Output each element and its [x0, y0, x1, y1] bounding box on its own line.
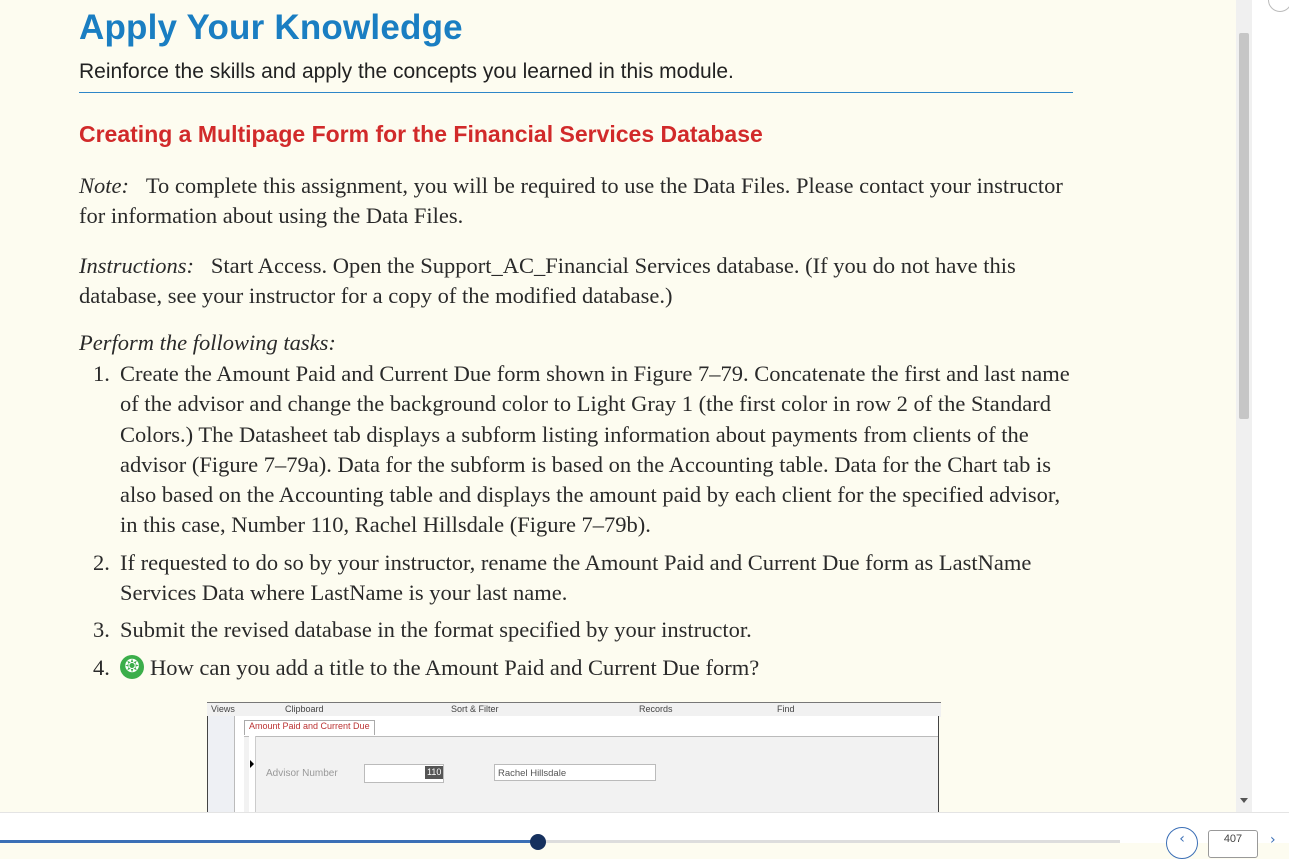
- figure-form-window: [207, 716, 939, 812]
- task-list: [79, 359, 1079, 690]
- vertical-scrollbar[interactable]: [1236, 0, 1252, 812]
- chevron-right-icon[interactable]: ›: [1270, 832, 1276, 848]
- figure-field-label: Advisor Number: [266, 768, 338, 779]
- page-heading: Apply Your Knowledge: [79, 8, 463, 47]
- list-item: [79, 615, 1079, 645]
- chevron-left-icon: ‹: [1179, 831, 1185, 847]
- previous-page-button[interactable]: [1166, 827, 1198, 859]
- figure-navigation-pane: [208, 716, 235, 812]
- perform-label: Perform the following tasks:: [79, 330, 336, 355]
- task-number: 3.: [93, 617, 110, 643]
- note-label: Note:: [79, 173, 129, 198]
- ribbon-group-views: Views: [211, 704, 235, 714]
- reader-bottom-bar: [0, 812, 1289, 848]
- instructions-text: Start Access. Open the Support_AC_Financial Services database. (If you do not have this database, see your instructor for a copy of the modified database.): [79, 253, 1016, 308]
- task-number: 2.: [93, 549, 110, 575]
- task-text: How can you add a title to the Amount Paid and Current Due form?: [150, 654, 760, 680]
- figure-advisor-number: 110: [427, 767, 442, 777]
- figure-form-tab: Amount Paid and Current Due: [244, 720, 375, 735]
- list-item: [79, 653, 1079, 683]
- section-title: Creating a Multipage Form for the Financial Services Database: [79, 121, 763, 147]
- scrollbar-thumb[interactable]: [1239, 33, 1249, 419]
- scroll-down-arrow-icon[interactable]: [1240, 798, 1248, 803]
- heading-divider: [79, 92, 1073, 93]
- note-paragraph: [79, 171, 1079, 231]
- page-number-input[interactable]: 407: [1208, 830, 1258, 858]
- instructions-label: Instructions:: [79, 253, 194, 278]
- figure-7-79-screenshot: [207, 696, 941, 812]
- progress-handle[interactable]: [530, 834, 546, 850]
- ribbon-group-find: Find: [777, 704, 795, 714]
- task-text: If requested to do so by your instructor, rename the Amount Paid and Current Due form as LastName Services Data where LastName is your last name.: [120, 549, 1032, 606]
- task-text: Submit the revised database in the format specified by your instructor.: [120, 617, 752, 643]
- figure-record-selector: [249, 736, 256, 812]
- list-item: [79, 548, 1079, 609]
- instructions-paragraph: [79, 251, 1079, 311]
- task-number: 4.: [93, 654, 110, 680]
- figure-ribbon: [207, 702, 941, 717]
- note-text: To complete this assignment, you will be required to use the Data Files. Please contact your instructor for information about using the Data Files.: [79, 173, 1063, 228]
- ribbon-group-records: Records: [639, 704, 673, 714]
- page-subtitle: Reinforce the skills and apply the concepts you learned in this module.: [79, 60, 734, 83]
- list-item: [79, 359, 1079, 541]
- ribbon-group-clipboard: Clipboard: [285, 704, 324, 714]
- task-text: Create the Amount Paid and Current Due form shown in Figure 7–79. Concatenate the first and last name of the advisor and change the background color to Light Gray 1 (the first color in row 2 of the Standard Colors.) The Datasheet tab displays a subform listing information about payments from clients of the advisor (Figure 7–79a). Data for the subform is based on the Accounting table. Data for the Chart tab is also based on the Accounting table and displays the amount paid by each client for the specified advisor, in this case, Number 110, Rachel Hillsdale (Figure 7–79b).: [120, 361, 1070, 538]
- task-number: 1.: [93, 361, 110, 386]
- right-gutter: [1252, 0, 1289, 812]
- critical-thinking-icon: [120, 655, 144, 679]
- ribbon-group-sort-filter: Sort & Filter: [451, 704, 499, 714]
- figure-advisor-name: Rachel Hillsdale: [494, 764, 656, 781]
